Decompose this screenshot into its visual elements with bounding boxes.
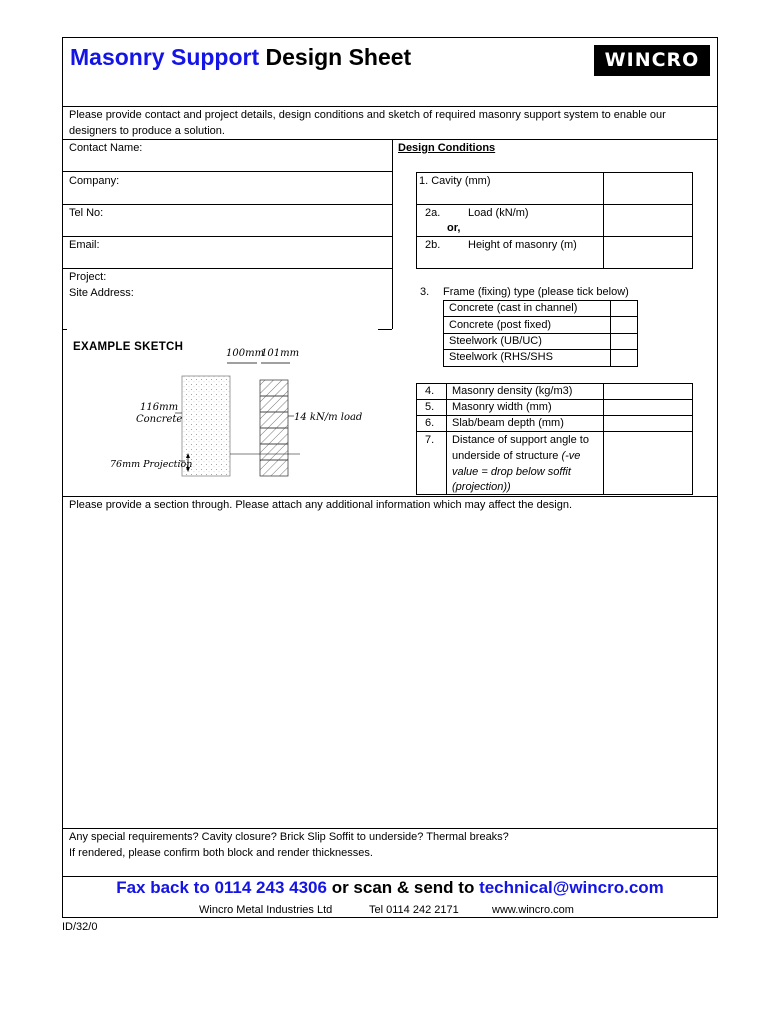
frame-tick-2[interactable] [611,317,637,333]
contact-divider-3 [62,236,392,237]
company-name: Wincro Metal Industries Ltd [199,904,333,916]
title-blue: Masonry Support [70,44,260,70]
slab-depth-input[interactable] [604,416,692,431]
contact-divider-4 [62,268,392,269]
company-website[interactable]: www.wincro.com [492,904,574,916]
contact-divider-5a [62,329,67,330]
load-num: 2a. [425,207,441,219]
item-7-num: 7. [425,434,435,446]
frame-option-2: Concrete (post fixed) [449,319,552,331]
height-num: 2b. [425,239,441,251]
divider-section [62,496,718,497]
fax-line [62,877,718,899]
document-id: ID/32/0 [62,921,98,933]
item-5-label: Masonry width (mm) [452,401,552,413]
frame-option-4: Steelwork (RHS/SHS [449,351,553,363]
frame-row-1 [443,316,638,317]
frame-tick-1[interactable] [611,301,637,316]
divider-column [392,139,393,329]
intro-line-1: Please provide contact and project details, design conditions and sketch of required masonry support system to enable our [69,109,666,121]
concrete-dim: 116mm [140,402,179,413]
item-6-num: 6. [425,417,435,429]
fax-number: Fax back to 0114 243 4306 [116,878,327,897]
item-6-label: Slab/beam depth (mm) [452,417,564,429]
item-4-num: 4. [425,385,435,397]
section-drawing-area[interactable] [63,515,717,827]
height-label: Height of masonry (m) [468,239,577,251]
projection-label: 76mm Projection [110,459,193,470]
item-7-line-1: Distance of support angle to [452,434,589,446]
item-7-line-2-text: underside of structure [452,450,559,462]
frame-tick-3[interactable] [611,334,637,349]
example-sketch-title: EXAMPLE SKETCH [73,341,184,353]
support-distance-input[interactable] [604,432,692,494]
divider-special [62,828,718,829]
load-input[interactable] [604,205,692,236]
density-input[interactable] [604,384,692,399]
project-field[interactable]: Project: [69,271,107,283]
wincro-logo: WINCRO [594,45,710,76]
item-7-line-3: value = drop below soffit [452,466,571,478]
frame-option-1: Concrete (cast in channel) [449,302,578,314]
item-4-label: Masonry density (kg/m3) [452,385,573,397]
item-5-num: 5. [425,401,435,413]
frame-tick-4[interactable] [611,350,637,366]
item-7-line-2-ital: (-ve [561,450,581,462]
load-label: Load (kN/m) [468,207,529,219]
cavity-input[interactable] [604,173,692,204]
cavity-label: 1. Cavity (mm) [419,175,491,187]
divider-intro [62,139,718,140]
frame-num: 3. [420,286,430,298]
company-tel: Tel 0114 242 2171 [369,904,459,916]
email-field[interactable]: Email: [69,239,100,251]
special-line-1: Any special requirements? Cavity closure? Brick Slip Soffit to underside? Thermal breaks? [69,831,509,843]
page-title [70,42,411,72]
height-input[interactable] [604,237,692,268]
width-input[interactable] [604,400,692,415]
item-7-line-4: (projection)) [452,481,511,493]
site-address-field[interactable]: Site Address: [69,287,134,299]
divider-header [62,106,718,107]
concrete-label: Concrete [136,414,183,425]
intro-line-2: designers to produce a solution. [69,125,225,137]
title-black: Design Sheet [265,44,412,70]
tel-field[interactable]: Tel No: [69,207,104,219]
dim-top-1: 100mm [226,348,265,359]
design-conditions-heading: Design Conditions [398,142,496,154]
frame-label: Frame (fixing) type (please tick below) [443,286,629,298]
or-label: or, [447,222,461,234]
dim-top-2: 101mm [261,348,300,359]
frame-option-3: Steelwork (UB/UC) [449,335,542,347]
load-sketch-label: 14 kN/m load [294,412,363,423]
company-field[interactable]: Company: [69,175,120,187]
contact-name-field[interactable]: Contact Name: [69,142,143,154]
contact-divider-2 [62,204,392,205]
contact-divider-5b [378,329,392,330]
technical-email-link[interactable]: technical@wincro.com [479,878,664,897]
contact-divider-1 [62,171,392,172]
item-7-line-2 [452,449,580,464]
section-instruction: Please provide a section through. Please attach any additional information which may affect the design. [69,499,573,511]
scan-send-text: or scan & send to [331,878,475,897]
special-line-2: If rendered, please confirm both block and render thicknesses. [69,847,373,859]
